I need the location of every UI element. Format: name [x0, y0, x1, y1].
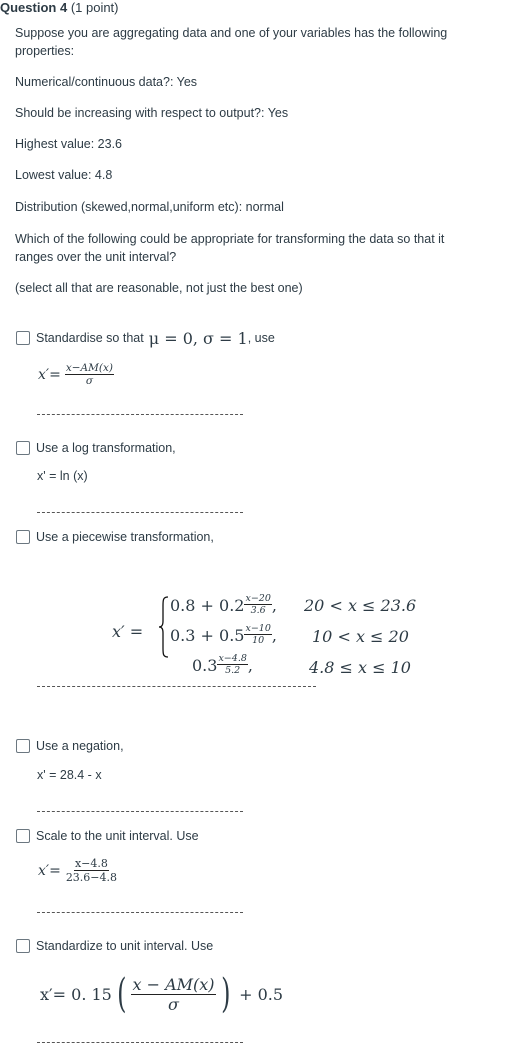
piecewise-case-3: 0.3 $\frac{x-4.8}{5.2}$ ,	[192, 653, 253, 676]
property-distribution: Distribution (skewed,normal,uniform etc): normal	[15, 200, 284, 214]
option-log-formula: x' = ln (x)	[37, 469, 88, 483]
piecewise-case-1: 0.8 + 0.2 $\frac{x-20}{3.6}$ ,	[170, 593, 277, 616]
option-standardise[interactable]	[16, 329, 275, 347]
formula-tail: + 0.5	[239, 984, 284, 1004]
option-log-checkbox[interactable]	[16, 441, 30, 455]
option-standardise-label: Standardise so that	[36, 331, 144, 345]
divider	[37, 686, 316, 687]
option-scale-formula	[38, 857, 118, 884]
piecewise-cond-3: 4.8 ≤ x ≤ 10	[309, 658, 411, 677]
question-points: (1 point)	[70, 0, 119, 15]
formula-numerator: x−4.8	[74, 857, 108, 870]
option-scale[interactable]	[16, 827, 199, 845]
option-standardise-condition: μ = 0, σ = 1	[148, 328, 248, 348]
formula-lhs: x′=	[38, 862, 61, 879]
option-piecewise-label: Use a piecewise transformation,	[36, 530, 214, 544]
paren-left: (	[116, 971, 127, 1017]
formula-lhs: x′=	[38, 366, 61, 383]
formula-numerator: x − AM(x)	[132, 974, 215, 994]
question-title: Question 4	[0, 0, 68, 15]
option-piecewise-formula	[112, 593, 432, 677]
option-standardise-checkbox[interactable]	[16, 331, 30, 345]
formula-denominator: σ	[168, 994, 179, 1014]
option-standardize-unit-formula	[40, 968, 283, 1020]
piecewise-lhs: x′ =	[112, 622, 144, 641]
property-increasing: Should be increasing with respect to output?: Yes	[15, 106, 289, 120]
paren-right: )	[220, 971, 231, 1017]
formula-denominator: 23.6−4.8	[65, 871, 118, 884]
divider	[37, 912, 243, 913]
option-log-label: Use a log transformation,	[36, 441, 176, 455]
option-standardize-unit-checkbox[interactable]	[16, 939, 30, 953]
option-standardize-unit-label: Standardize to unit interval. Use	[36, 939, 214, 953]
property-numerical: Numerical/continuous data?: Yes	[15, 75, 198, 89]
formula-fraction	[65, 857, 118, 884]
question-intro: Suppose you are aggregating data and one of your variables has the following properties:	[15, 26, 448, 58]
property-lowest: Lowest value: 4.8	[15, 168, 113, 182]
formula-fraction	[65, 362, 114, 387]
question-header	[0, 0, 119, 15]
divider	[37, 811, 243, 812]
option-log[interactable]	[16, 439, 176, 457]
option-standardise-label-tail: , use	[247, 331, 275, 345]
option-negation-checkbox[interactable]	[16, 739, 30, 753]
question-note: (select all that are reasonable, not just the best one)	[15, 281, 303, 295]
piecewise-cond-1: 20 < x ≤ 23.6	[304, 596, 417, 615]
option-standardise-formula	[38, 362, 114, 387]
divider	[37, 512, 243, 513]
option-piecewise[interactable]	[16, 528, 214, 546]
option-scale-label: Scale to the unit interval. Use	[36, 829, 199, 843]
option-negation[interactable]	[16, 737, 124, 755]
option-negation-formula: x' = 28.4 - x	[37, 768, 102, 782]
formula-lhs: x′= 0. 15	[40, 984, 112, 1004]
question-prompt: Which of the following could be appropriate for transforming the data so that it ranges over the unit interval?	[15, 232, 445, 264]
option-negation-label: Use a negation,	[36, 739, 124, 753]
formula-denominator: σ	[85, 375, 93, 387]
option-piecewise-checkbox[interactable]	[16, 530, 30, 544]
divider	[37, 1042, 243, 1043]
divider	[37, 414, 243, 415]
formula-fraction	[131, 975, 215, 1014]
piecewise-cond-2: 10 < x ≤ 20	[312, 627, 409, 646]
formula-numerator: x−AM(x)	[65, 362, 113, 374]
option-standardize-unit[interactable]	[16, 937, 213, 955]
property-highest: Highest value: 23.6	[15, 137, 123, 151]
piecewise-brace	[158, 596, 170, 658]
piecewise-case-2: 0.3 + 0.5 $\frac{x-10}{10}$ ,	[170, 623, 277, 646]
option-scale-checkbox[interactable]	[16, 829, 30, 843]
